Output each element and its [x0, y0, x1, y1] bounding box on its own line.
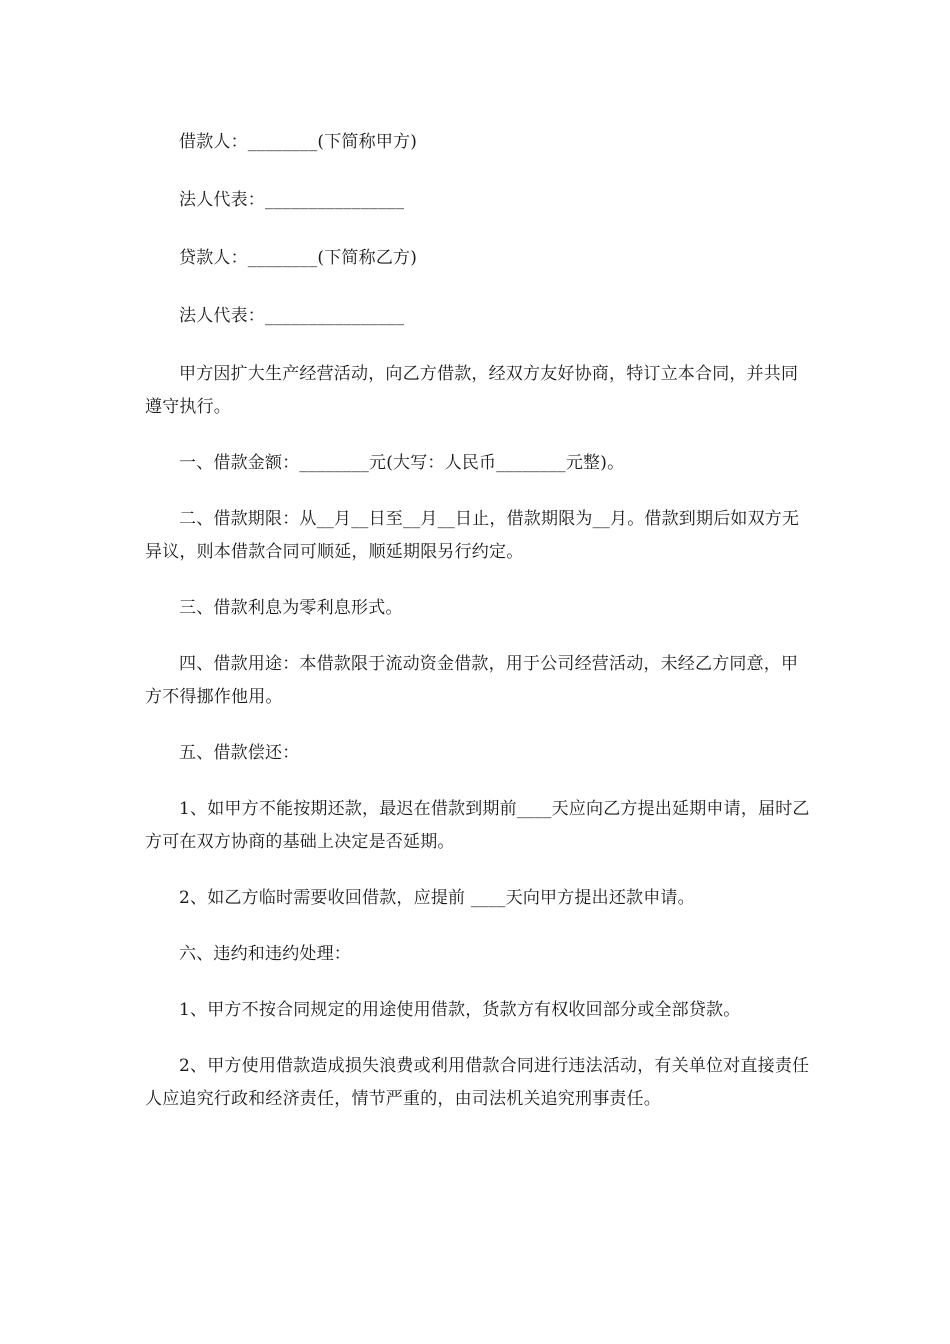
clause-loan-interest: 三、借款利息为零利息形式。 — [179, 598, 403, 618]
contract-body — [145, 126, 810, 1116]
breach-item-1: 1、甲方不按合同规定的用途使用借款，货款方有权收回部分或全部贷款。 — [179, 1000, 741, 1020]
preamble-paragraph: 甲方因扩大生产经营活动，向乙方借款，经双方友好协商，特订立本合同，并共同遵守执行。 — [145, 364, 799, 417]
breach-item-2: 2、甲方使用借款造成损失浪费或利用借款合同进行违法活动，有关单位对直接责任人应追究行政和经济责任，情节严重的，由司法机关追究刑事责任。 — [145, 1056, 810, 1109]
repayment-item-2: 2、如乙方临时需要收回借款，应提前 ____天向甲方提出还款申请。 — [179, 888, 695, 908]
borrower-legal-rep-line: 法人代表：________________ — [179, 190, 405, 210]
clause-breach-heading: 六、违约和违约处理： — [179, 944, 351, 964]
clause-loan-purpose: 四、借款用途：本借款限于流动资金借款，用于公司经营活动，未经乙方同意，甲方不得挪作他用。 — [145, 654, 799, 707]
repayment-item-1: 1、如甲方不能按期还款，最迟在借款到期前____天应向乙方提出延期申请，届时乙方可在双方协商的基础上决定是否延期。 — [145, 799, 810, 852]
lender-line: 贷款人：________(下简称乙方) — [179, 248, 418, 268]
lender-legal-rep-line: 法人代表：________________ — [179, 306, 405, 326]
clause-repayment-heading: 五、借款偿还： — [179, 743, 300, 763]
clause-loan-amount: 一、借款金额：________元(大写：人民币________元整)。 — [179, 453, 625, 473]
borrower-line: 借款人：________(下简称甲方) — [179, 132, 418, 152]
clause-loan-term: 二、借款期限：从__月__日至__月__日止，借款期限为__月。借款到期后如双方无异议，则本借款合同可顺延，顺延期限另行约定。 — [145, 509, 800, 562]
